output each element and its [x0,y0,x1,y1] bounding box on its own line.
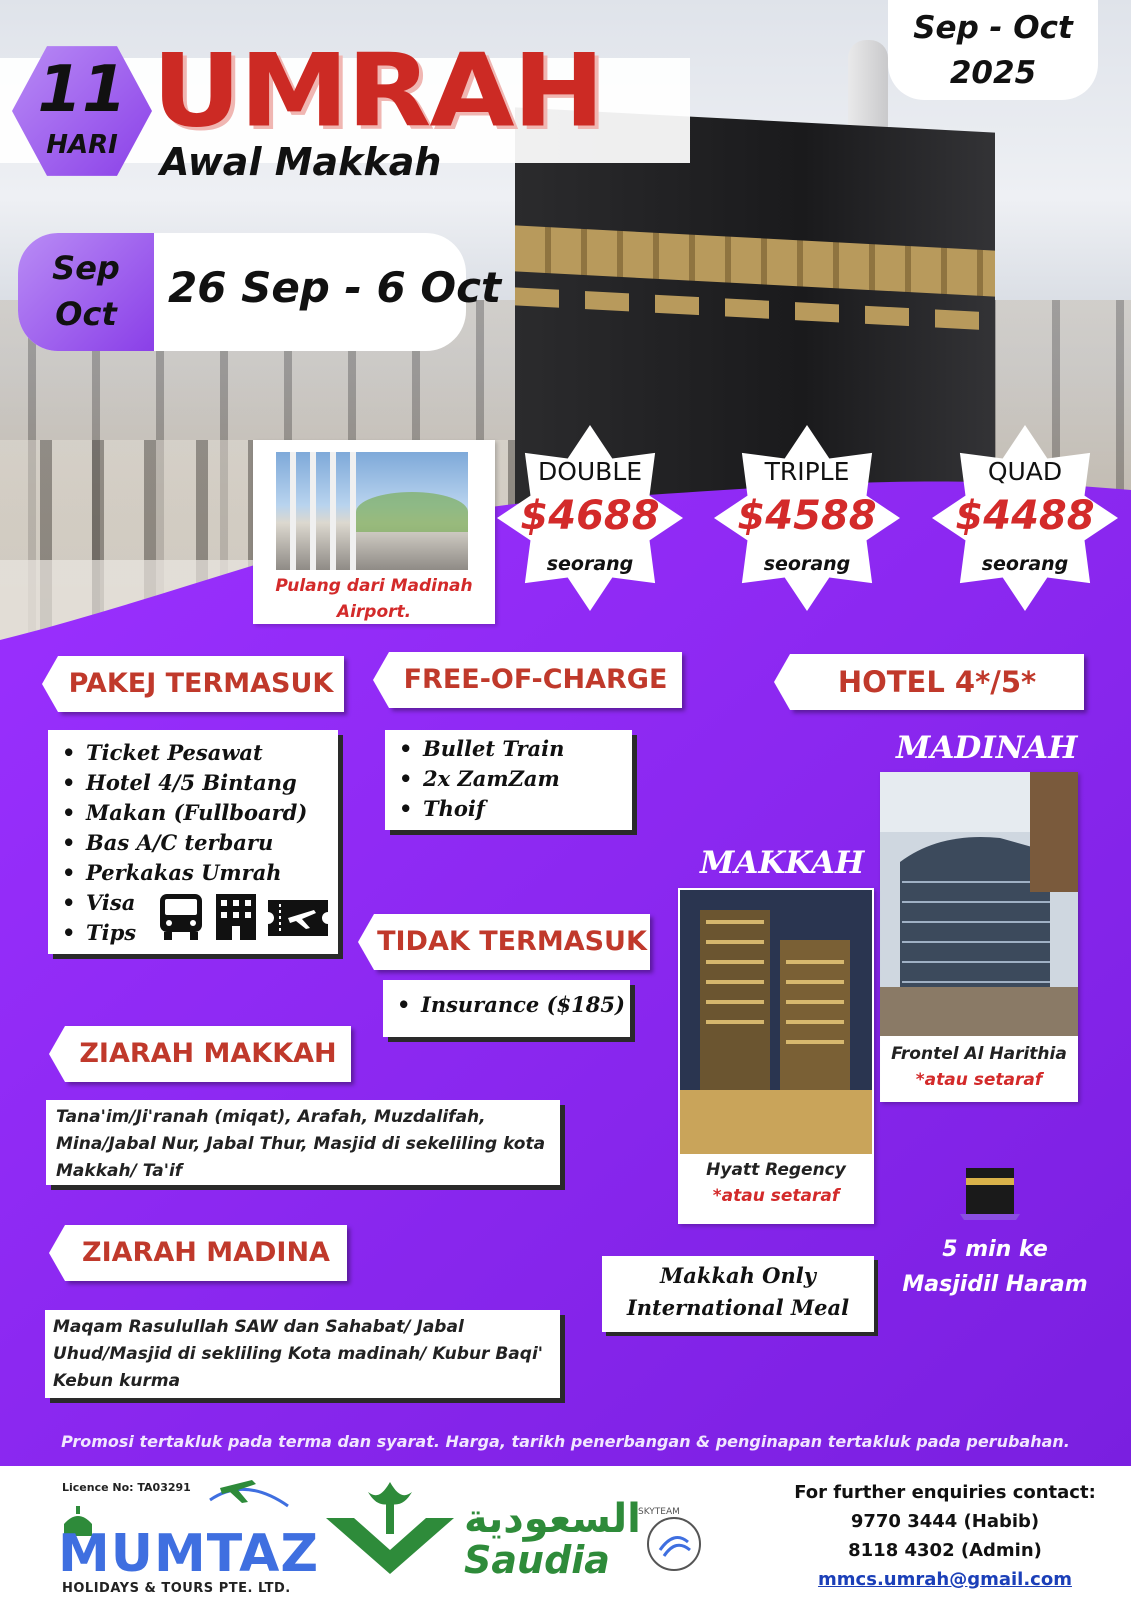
excluded-label: TIDAK TERMASUK [374,914,650,970]
ziarah-madina-label: ZIARAH MADINA [65,1225,347,1281]
ziarah-madina-line: Uhud/Masjid di sekliling Kota madinah/ Kubur Baqi' [53,1344,543,1364]
list-item: • Makan (Fullboard) [62,798,338,828]
room-price: $4488 [955,493,1095,539]
ziarah-makkah-line: Mina/Jabal Nur, Jabal Thur, Masjid di sekeliling kota [56,1134,546,1154]
distance-line-2: Masjidil Haram [902,1272,1088,1297]
list-item: • Ticket Pesawat [62,738,338,768]
price-unit: seorang [763,553,851,575]
ziarah-madina-line: Kebun kurma [53,1371,181,1391]
makkah-hotel-name: Hyatt Regency [706,1160,846,1180]
airline-arabic: السعودية [464,1496,641,1542]
ziarah-madina-line: Maqam Rasulullah SAW dan Sahabat/ Jabal [53,1317,464,1337]
travel-period [18,233,502,351]
flight-ticket-icon [266,898,330,938]
meal-line-2: International Meal [626,1295,850,1320]
free-label: FREE-OF-CHARGE [389,652,682,708]
ziarah-makkah-box [46,1100,560,1185]
madinah-hotel-photo [880,772,1078,1036]
ziarah-makkah-label: ZIARAH MAKKAH [65,1026,351,1082]
phone-admin[interactable]: 8118 4302 (Admin) [848,1540,1042,1561]
makkah-hotel-photo [680,890,872,1154]
kaaba-icon [960,1160,1020,1220]
ziarah-madina-box [45,1310,560,1398]
airport-caption-line-2: Airport. [336,602,412,622]
distance-line-1: 5 min ke [942,1237,1048,1262]
season-months: Sep - Oct [913,10,1073,46]
makkah-hotel-card [678,888,874,1224]
meal-note [602,1256,874,1332]
licence-number: Licence No: TA03291 [62,1481,191,1494]
contact-block [770,1478,1120,1594]
brand-subtitle: HOLIDAYS & TOURS PTE. LTD. [62,1581,291,1596]
list-item: • Visa [62,888,338,918]
airplane-logo-icon [200,1470,290,1516]
ziarah-makkah-line: Tana'im/Ji'ranah (miqat), Arafah, Muzdalifah, [56,1107,486,1127]
airport-caption [253,573,495,625]
airport-photo [276,452,468,570]
excluded-box [383,980,630,1037]
free-box [385,730,632,830]
season-year: 2025 [949,55,1037,91]
saudia-logo-icon [322,1478,458,1582]
makkah-hotel-alt: *atau setaraf [712,1186,840,1206]
contact-title: For further enquiries contact: [794,1482,1096,1503]
hotel-label: HOTEL 4*/5* [790,654,1084,710]
room-type: DOUBLE [537,457,643,486]
days-label: HARI [46,130,118,160]
room-price: $4588 [737,493,877,539]
disclaimer: Promosi tertakluk pada terma dan syarat. Harga, tarikh penerbangan & penginapan tertakluk pada perubahan. [61,1432,1070,1451]
madinah-hotel-name: Frontel Al Harithia [891,1044,1067,1064]
madinah-heading: MADINAH [896,730,1078,766]
phone-habib[interactable]: 9770 3444 (Habib) [850,1511,1040,1532]
list-item: • Bullet Train [399,734,632,764]
list-item: • 2x ZamZam [399,764,632,794]
airport-caption-line-1: Pulang dari Madinah [275,576,473,596]
airline-name: Saudia [464,1538,610,1582]
season-tag [888,0,1098,100]
list-item: • Tips [62,918,338,948]
included-box [48,730,338,954]
list-item: • Thoif [399,794,632,824]
skyteam-text: SKYTEAM [638,1507,680,1517]
page-title: UMRAH [152,31,603,150]
makkah-heading: MAKKAH [700,845,865,881]
ziarah-makkah-line: Makkah/ Ta'if [56,1161,183,1181]
period-months [18,233,154,351]
page-subtitle: Awal Makkah [160,140,442,184]
room-type: QUAD [987,457,1063,486]
period-month-2: Oct [55,295,117,333]
room-price: $4688 [520,493,660,539]
price-unit: seorang [981,553,1069,575]
madinah-hotel-alt: *atau setaraf [915,1070,1043,1090]
brand-name: MUMTAZ [58,1524,320,1584]
list-item: • Bas A/C terbaru [62,828,338,858]
skyteam-logo-icon [630,1500,710,1580]
distance-note [900,1232,1090,1302]
period-month-1: Sep [52,249,120,287]
period-dates: 26 Sep - 6 Oct [168,263,502,312]
list-item: • Insurance ($185) [397,990,630,1020]
meal-line-1: Makkah Only [660,1263,816,1288]
price-unit: seorang [546,553,634,575]
price-badge-double [497,425,683,611]
list-item: • Perkakas Umrah [62,858,338,888]
included-label: PAKEJ TERMASUK [58,656,344,712]
bus-icon [156,890,206,942]
list-item: • Hotel 4/5 Bintang [62,768,338,798]
room-type: TRIPLE [764,457,850,486]
contact-email-link[interactable]: mmcs.umrah@gmail.com [818,1569,1072,1590]
price-badge-triple [714,425,900,611]
price-badge-quad [932,425,1118,611]
hotel-icon [212,888,260,942]
days-number: 11 [37,53,127,127]
madinah-hotel-card [880,772,1078,1102]
